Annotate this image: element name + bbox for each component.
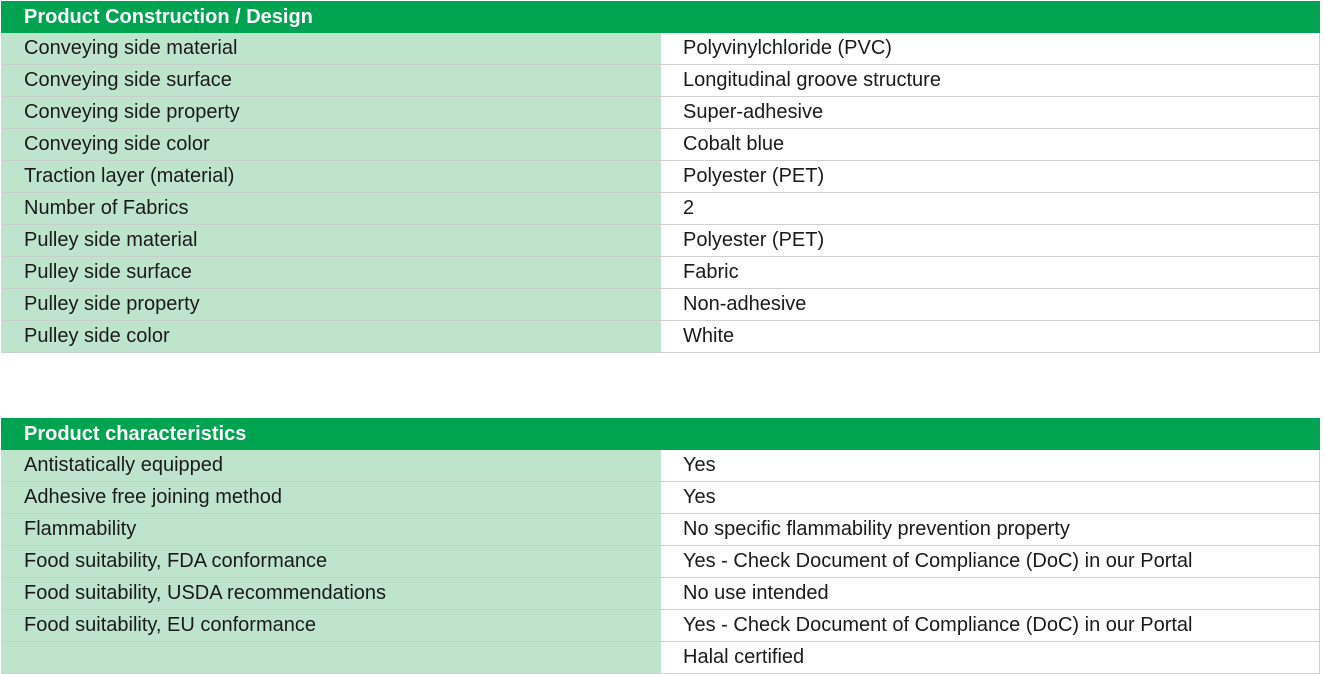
row-label: Traction layer (material) xyxy=(2,161,661,193)
row-value: Polyvinylchloride (PVC) xyxy=(661,33,1320,65)
row-value: Polyester (PET) xyxy=(661,225,1320,257)
row-label: Antistatically equipped xyxy=(2,450,661,482)
construction-title: Product Construction / Design xyxy=(2,2,1320,33)
row-label: Pulley side material xyxy=(2,225,661,257)
construction-header-row xyxy=(2,2,1320,33)
row-value: Yes xyxy=(661,450,1320,482)
table-row xyxy=(2,450,1320,482)
row-label: Conveying side property xyxy=(2,97,661,129)
row-value: Yes - Check Document of Compliance (DoC) in our Portal xyxy=(661,546,1320,578)
table-row xyxy=(2,482,1320,514)
characteristics-table xyxy=(1,418,1320,674)
table-row xyxy=(2,578,1320,610)
row-value: 2 xyxy=(661,193,1320,225)
row-value: Halal certified xyxy=(661,642,1320,674)
row-label: Pulley side color xyxy=(2,321,661,353)
row-value: Super-adhesive xyxy=(661,97,1320,129)
table-row xyxy=(2,642,1320,674)
row-value: White xyxy=(661,321,1320,353)
row-label xyxy=(2,642,661,674)
table-row xyxy=(2,257,1320,289)
row-label: Adhesive free joining method xyxy=(2,482,661,514)
row-value: Yes - Check Document of Compliance (DoC) in our Portal xyxy=(661,610,1320,642)
row-value: No use intended xyxy=(661,578,1320,610)
characteristics-header-row xyxy=(2,419,1320,450)
table-row xyxy=(2,289,1320,321)
row-label: Food suitability, FDA conformance xyxy=(2,546,661,578)
table-row xyxy=(2,161,1320,193)
row-label: Food suitability, USDA recommendations xyxy=(2,578,661,610)
row-label: Conveying side color xyxy=(2,129,661,161)
table-row xyxy=(2,610,1320,642)
table-row xyxy=(2,514,1320,546)
row-label: Pulley side property xyxy=(2,289,661,321)
table-row xyxy=(2,129,1320,161)
table-row xyxy=(2,225,1320,257)
row-value: Longitudinal groove structure xyxy=(661,65,1320,97)
table-row xyxy=(2,97,1320,129)
row-label: Conveying side material xyxy=(2,33,661,65)
construction-table xyxy=(1,1,1320,353)
row-value: Polyester (PET) xyxy=(661,161,1320,193)
row-label: Pulley side surface xyxy=(2,257,661,289)
row-value: Cobalt blue xyxy=(661,129,1320,161)
row-value: Yes xyxy=(661,482,1320,514)
row-value: Non-adhesive xyxy=(661,289,1320,321)
table-row xyxy=(2,546,1320,578)
row-value: No specific flammability prevention property xyxy=(661,514,1320,546)
row-label: Conveying side surface xyxy=(2,65,661,97)
row-label: Number of Fabrics xyxy=(2,193,661,225)
table-row xyxy=(2,321,1320,353)
table-row xyxy=(2,193,1320,225)
table-row xyxy=(2,65,1320,97)
characteristics-title: Product characteristics xyxy=(2,419,1320,450)
table-row xyxy=(2,33,1320,65)
row-label: Food suitability, EU conformance xyxy=(2,610,661,642)
row-label: Flammability xyxy=(2,514,661,546)
row-value: Fabric xyxy=(661,257,1320,289)
